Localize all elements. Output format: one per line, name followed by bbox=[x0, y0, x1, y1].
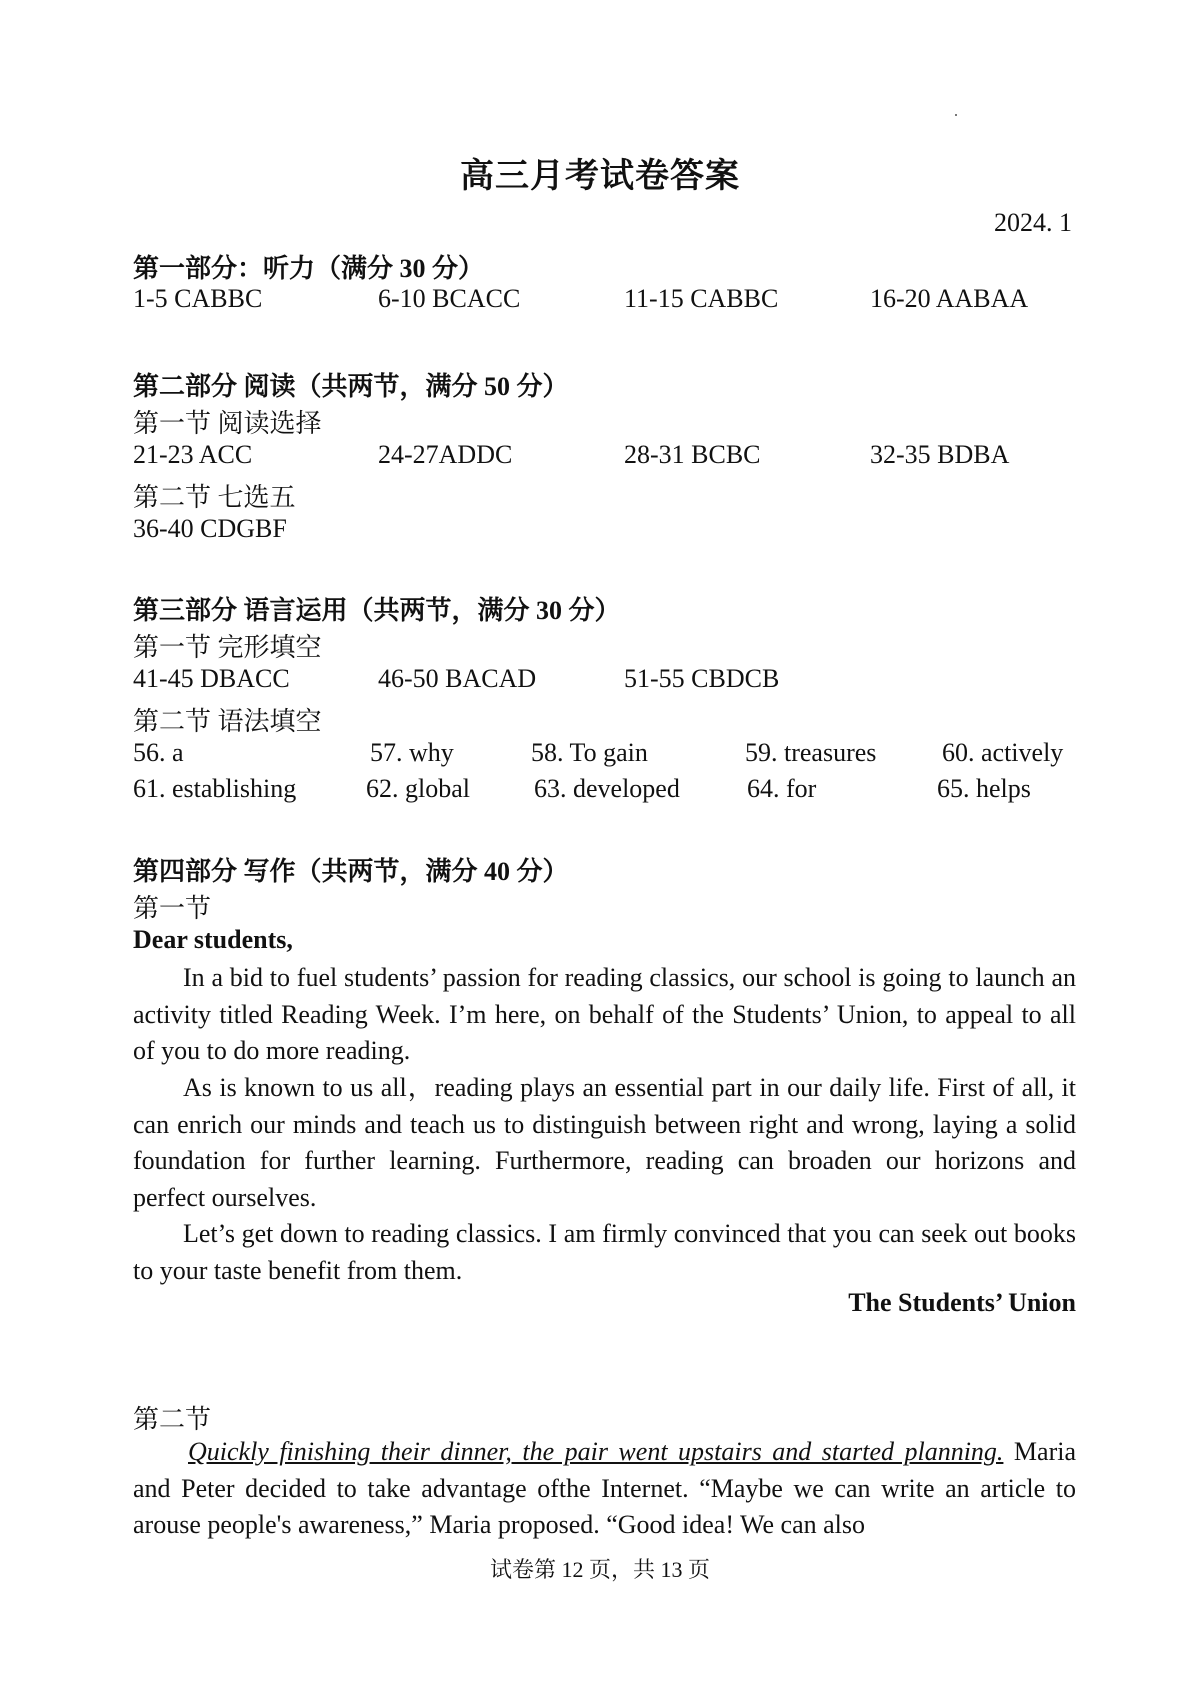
grammar-answer: 64. for bbox=[747, 774, 817, 803]
grammar-answer: 58. To gain bbox=[531, 738, 648, 767]
grammar-answer: 60. actively bbox=[942, 738, 1064, 767]
part3-heading: 第三部分 语言运用（共两节，满分 30 分） bbox=[133, 596, 621, 625]
grammar-answer: 65. helps bbox=[937, 774, 1031, 803]
answer-group: 6-10 BCACC bbox=[378, 284, 521, 313]
part3-section1-title: 第一节 完形填空 bbox=[133, 633, 322, 662]
part1-answer-row bbox=[0, 284, 1200, 320]
grammar-answer: 62. global bbox=[366, 774, 470, 803]
part3-section2-title: 第二节 语法填空 bbox=[133, 707, 322, 736]
answer-group: 41-45 DBACC bbox=[133, 664, 290, 693]
grammar-answer: 59. treasures bbox=[745, 738, 877, 767]
scan-speck bbox=[955, 114, 957, 116]
answer-group: 28-31 BCBC bbox=[624, 440, 761, 469]
answer-group: 11-15 CABBC bbox=[624, 284, 779, 313]
continuation-paragraph bbox=[133, 1434, 1076, 1544]
part2-section2-title: 第二节 七选五 bbox=[133, 483, 296, 512]
grammar-answer: 57. why bbox=[370, 738, 454, 767]
page-footer: 试卷第 12 页，共 13 页 bbox=[489, 1557, 710, 1582]
letter-signature: The Students’ Union bbox=[848, 1288, 1076, 1317]
part4-section1-title: 第一节 bbox=[133, 894, 212, 923]
grammar-answer: 63. developed bbox=[534, 774, 680, 803]
part4-section2-title: 第二节 bbox=[133, 1405, 212, 1434]
grammar-answer-row-1 bbox=[0, 738, 1200, 774]
part4-heading: 第四部分 写作（共两节，满分 40 分） bbox=[133, 857, 569, 886]
answer-group: 46-50 BACAD bbox=[378, 664, 537, 693]
part3-section1-answer-row bbox=[0, 664, 1200, 700]
given-opening-sentence: Quickly finishing their dinner, the pair went upstairs and started planning. bbox=[188, 1437, 1004, 1466]
letter-paragraph: Let’s get down to reading classics. I am firmly convinced that you can seek out books to your taste benefit from them. bbox=[133, 1219, 1076, 1285]
page-title: 高三月考试卷答案 bbox=[460, 158, 740, 195]
part2-section1-title: 第一节 阅读选择 bbox=[133, 409, 322, 438]
part2-heading: 第二部分 阅读（共两节，满分 50 分） bbox=[133, 372, 569, 401]
answer-group: 16-20 AABAA bbox=[870, 284, 1029, 313]
grammar-answer: 61. establishing bbox=[133, 774, 297, 803]
answer-group: 36-40 CDGBF bbox=[133, 514, 287, 543]
grammar-answer: 56. a bbox=[133, 738, 184, 767]
answer-group: 32-35 BDBA bbox=[870, 440, 1010, 469]
answer-group: 24-27ADDC bbox=[378, 440, 513, 469]
letter-paragraph: In a bid to fuel students’ passion for reading classics, our school is going to launch an activity titled Reading Week. I’m here, on behalf of the Students’ Union, to appeal to all of you to do more reading. bbox=[133, 963, 1076, 1066]
letter-paragraph: As is known to us all，reading plays an essential part in our daily life. First of all, it can enrich our minds and teach us to distinguish between right and wrong, laying a solid foundation for further learning. Furthermore, reading can broaden our horizons and perfect ourselves. bbox=[133, 1073, 1076, 1212]
letter-greeting: Dear students, bbox=[133, 925, 293, 954]
answer-group: 1-5 CABBC bbox=[133, 284, 263, 313]
answer-group: 51-55 CBDCB bbox=[624, 664, 780, 693]
grammar-answer-row-2 bbox=[0, 774, 1200, 810]
exam-date: 2024. 1 bbox=[994, 208, 1072, 237]
continuation-text: Maria and Peter decided to take advantage ofthe Internet. “Maybe we can write an article to arouse people's awareness,” Maria proposed. “Good idea! We can also bbox=[133, 1437, 1076, 1540]
part2-section1-answer-row bbox=[0, 440, 1200, 476]
part1-heading: 第一部分：听力（满分 30 分） bbox=[133, 254, 485, 283]
answer-group: 21-23 ACC bbox=[133, 440, 253, 469]
